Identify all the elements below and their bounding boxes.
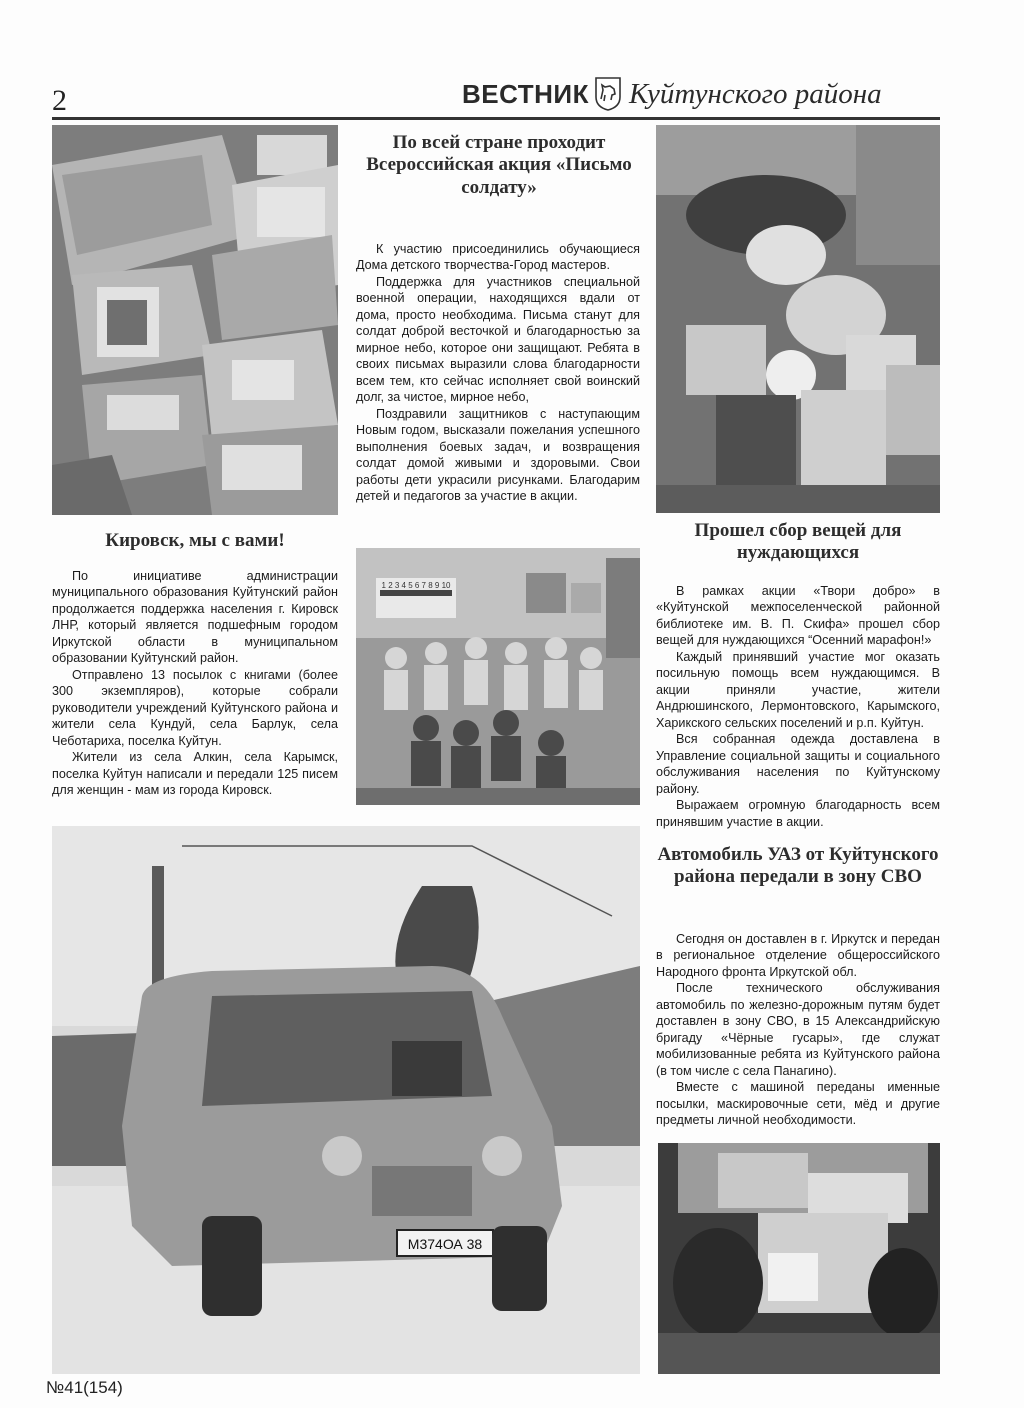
kirovsk-paragraph: Жители из села Алкин, села Карымск, поселка Куйтун написали и передали 125 писем для женщин - мам из города Кировск. <box>52 750 338 798</box>
uaz-title: Автомобиль УАЗ от Куйтунского района передали в зону СВО <box>657 844 939 888</box>
license-plate: М374ОА 38 <box>407 1236 483 1252</box>
clothes-title: Прошел сбор вещей для нуждающихся <box>694 520 902 564</box>
page-number: 2 <box>52 84 67 117</box>
letter-title: По всей стране проходит Всероссийская акция «Письмо солдату» <box>366 132 632 198</box>
clothes-paragraph: Вся собранная одежда доставлена в Управление социальной защиты и социального обслуживания населения по Куйтунскому району. <box>656 732 940 796</box>
clothes-paragraph: Каждый принявший участие мог оказать посильную помощь всем нуждающимся. В акции приняли участие, жители Андрюшинского, Лермонтовского, Карымского, Харикского сельских поселений и р.п. Куйтун. <box>656 649 940 730</box>
crest-icon <box>595 77 621 111</box>
children-photo <box>356 548 640 805</box>
uaz-paragraph: Сегодня он доставлен в г. Иркутск и передан в региональное отделение общероссийского Народного фронта Иркутской обл. <box>656 932 940 979</box>
letter-paragraph: Поздравили защитников с наступающим Новым годом, высказали пожелания успешного выполнения боевых задач, и возвращения солдат домой живыми и здоровыми. Свои работы дети украсили рисунками. Благодарим детей и педагогов за участие в акции. <box>356 406 640 504</box>
letter-paragraph: Поддержка для участников специальной военной операции, находящихся вдали от дома, просто необходима. Письма станут для солдат доброй весточкой и благодарностью за мирное небо, которое они защищают. Ребята в своих письмах выразили слова благодарности всем тем, кто сейчас исполняет свой воинский долг, за чистое, мирное небо, <box>356 274 640 405</box>
letter-paragraph: К участию присоединились обучающиеся Дома детского творчества-Город мастеров. <box>356 242 640 273</box>
masthead-brand: ВЕСТНИК <box>462 78 589 109</box>
uaz-text <box>656 931 940 1129</box>
header-rule <box>52 117 940 120</box>
cargo-photo <box>658 1143 940 1374</box>
uaz-paragraph: После технического обслуживания автомобиль по железно-дорожным путям будет доставлен в зону СВО, в 15 Александрийскую бригаду «Чёрные гусары», где служат мобилизованные ребята из Куйтунского района (в том числе с села Панагино). <box>656 981 940 1078</box>
masthead-subtitle: Куйтунского района <box>628 77 882 110</box>
goods-photo <box>656 125 940 513</box>
letter-text <box>356 241 640 505</box>
clothes-text <box>656 583 940 830</box>
clothes-paragraph: Выражаем огромную благодарность всем принявшим участие в акции. <box>656 798 940 829</box>
kirovsk-title: Кировск, мы с вами! <box>105 530 285 551</box>
kirovsk-paragraph: По инициативе администрации муниципального образования Куйтунский район продолжается поддержка населения г. Кировск ЛНР, который является подшефным городом Иркутской области в муниципальном образовании Куйтунский район. <box>52 569 338 666</box>
kirovsk-text <box>52 568 338 799</box>
clothes-paragraph: В рамках акции «Твори добро» в «Куйтунской межпоселенческой районной библиотеке им. В. П. Скифа» прошел сбор вещей для нуждающихся “Осенний марафон!» <box>656 584 940 648</box>
kirovsk-paragraph: Отправлено 13 посылок с книгами (более 300 экземпляров), которые собрали руководители учреждений Куйтунского района и жители села Кундуй, села Барлук, села Чеботариха, поселка Куйтун. <box>52 667 338 748</box>
uaz-photo <box>52 826 640 1374</box>
parcels-photo <box>52 125 338 515</box>
kids-banner-text: 1 2 3 4 5 6 7 8 9 10 <box>381 581 451 590</box>
uaz-paragraph: Вместе с машиной переданы именные посылки, маскировочные сети, мёд и другие предметы личной необходимости. <box>656 1080 940 1128</box>
masthead <box>462 74 882 114</box>
issue-number: №41(154) <box>46 1378 123 1397</box>
